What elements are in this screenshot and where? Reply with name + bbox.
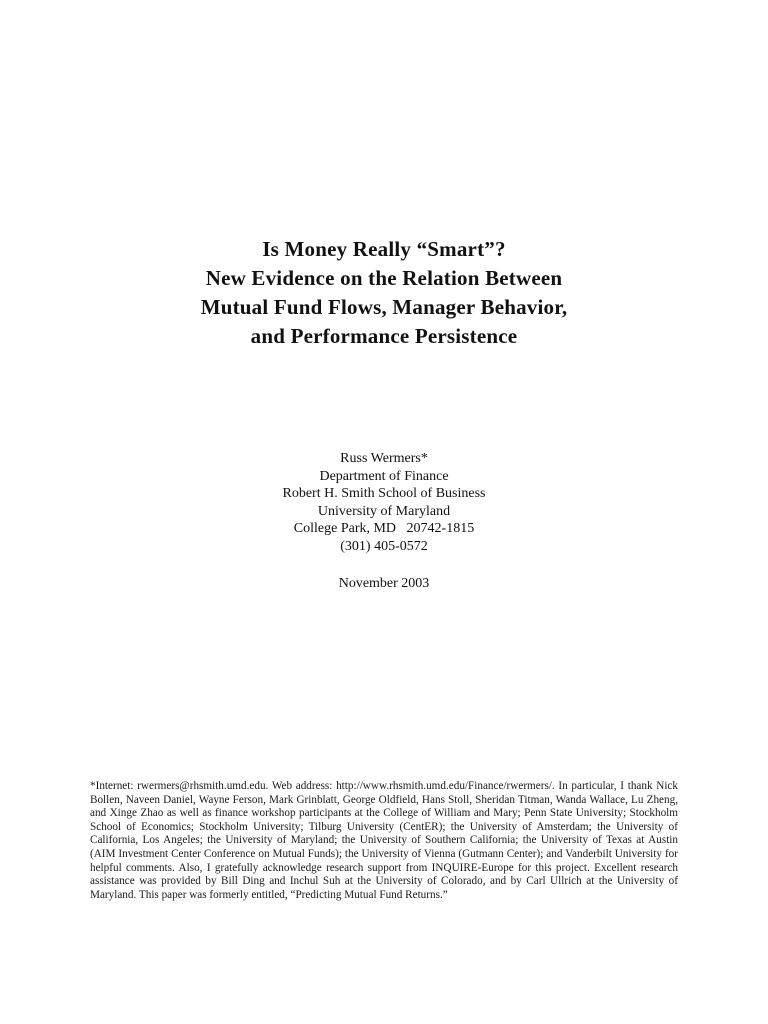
- author-phone: (301) 405-0572: [340, 538, 428, 554]
- author-address: College Park, MD 20742-1815: [293, 521, 475, 536]
- author-footnote: *Internet: rwermers@rhsmith.umd.edu. Web address: http://www.rhsmith.umd.edu/Finance/rwermers/. In particular, I thank Nick Bollen, Naveen Daniel, Wayne Ferson, Mark Grinblatt, George Oldfield, Hans Stoll, Sheridan Titman, Wanda Wallace, Lu Zheng, and Xinge Zhao as well as finance workshop participants at the College of William and Mary; Penn State University; Stockholm School of Economics; Stockholm University; Tilburg University (CentER); the University of Amsterdam; the University of California, Los Angeles; the University of Maryland; the University of Southern California; the University of Texas at Austin (AIM Investment Center Conference on Mutual Funds); the University of Vienna (Gutmann Center); and Vanderbilt University for helpful comments. Also, I gratefully acknowledge research support from INQUIRE-Europe for this project. Excellent research assistance was provided by Bill Ding and Inchul Suh at the University of Colorado, and by Carl Ullrich at the University of Maryland. This paper was formerly entitled, “Predicting Mutual Fund Returns.”: [90, 780, 678, 901]
- author-name: Russ Wermers*: [340, 451, 428, 466]
- author-affiliation: [0, 450, 768, 555]
- title-line-2: New Evidence on the Relation Between: [205, 266, 563, 290]
- title-line-1: Is Money Really “Smart”?: [262, 237, 506, 261]
- author-department: Department of Finance: [319, 468, 449, 484]
- author-university: University of Maryland: [317, 503, 451, 519]
- title-line-3: Mutual Fund Flows, Manager Behavior,: [200, 295, 568, 319]
- paper-title: [0, 235, 768, 351]
- author-school: Robert H. Smith School of Business: [282, 486, 486, 501]
- title-line-4: and Performance Persistence: [250, 324, 518, 348]
- paper-date: November 2003: [338, 576, 430, 591]
